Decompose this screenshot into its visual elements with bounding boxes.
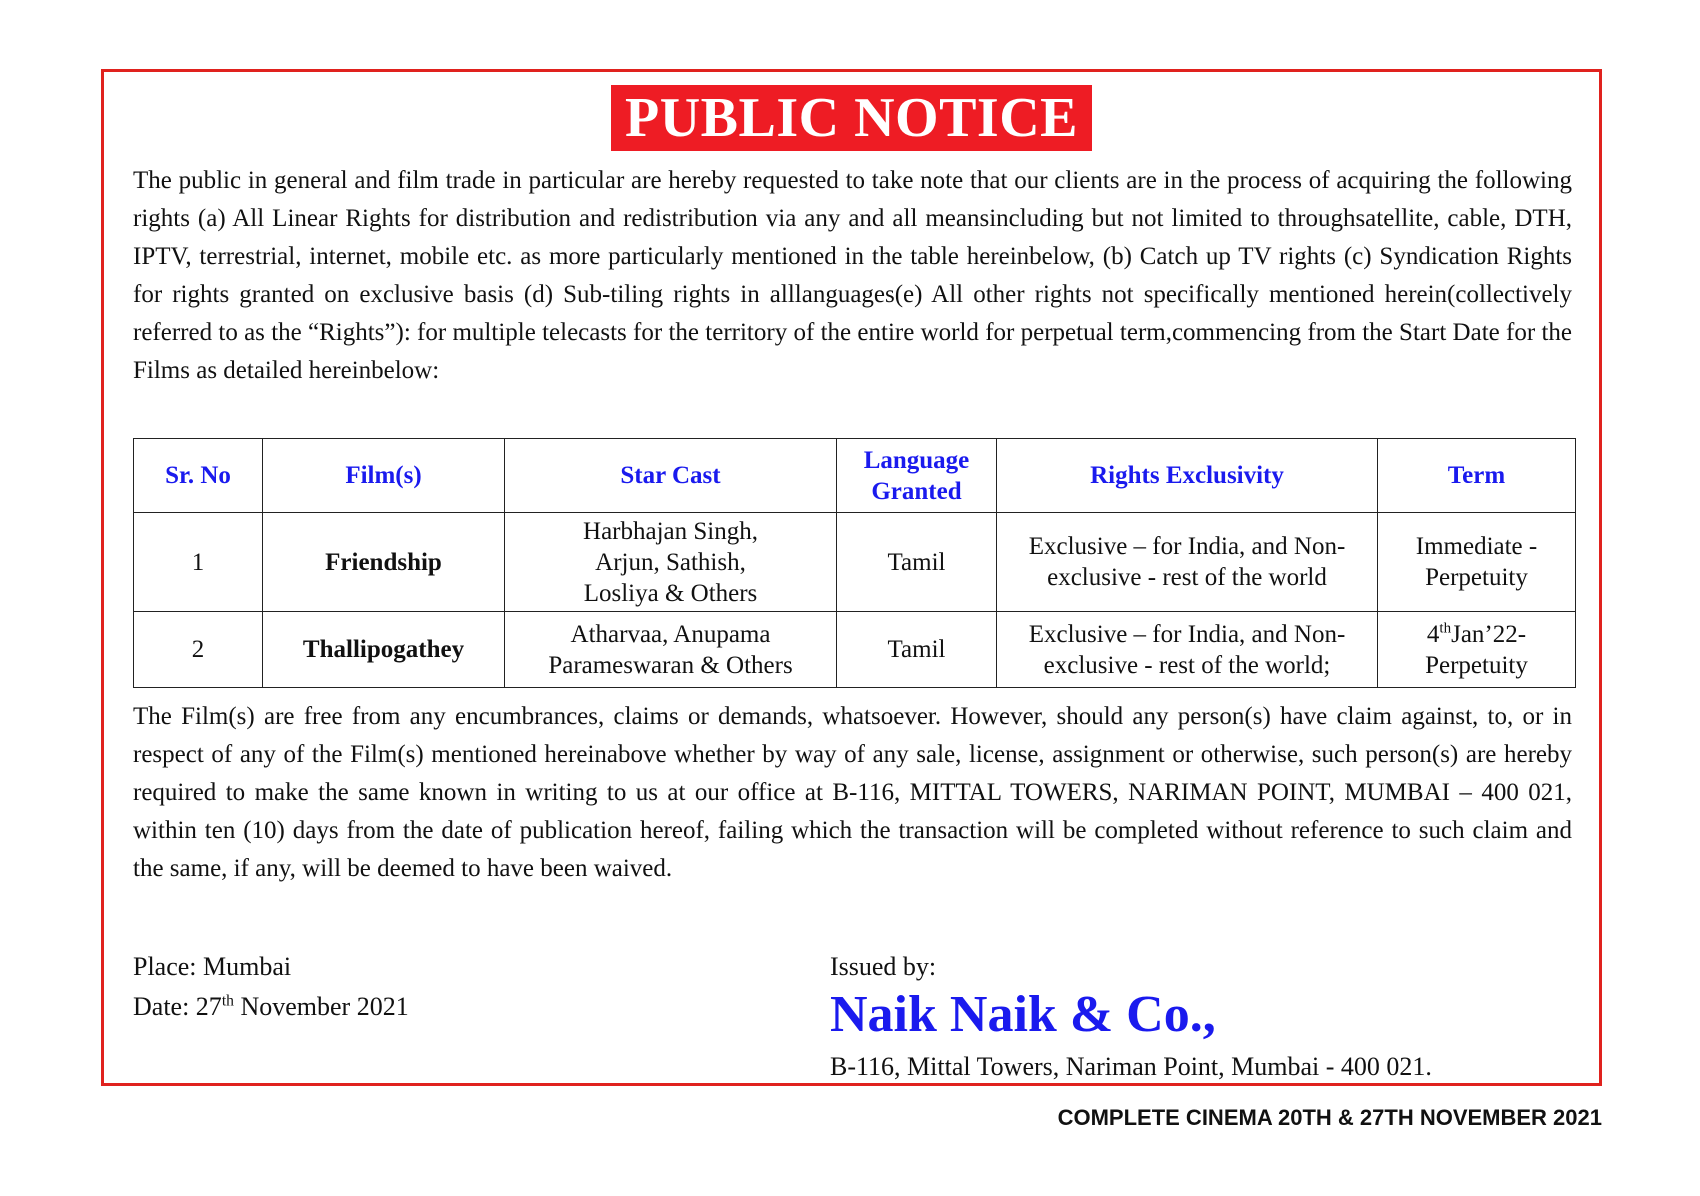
term-line: Immediate - [1415,533,1538,560]
date-line [133,987,409,1027]
header-star-cast: Star Cast [505,439,837,513]
place-date-block [133,947,409,1027]
cast-line: Arjun, Sathish, [595,548,746,576]
exclusivity-line: exclusive - rest of the world [1047,564,1327,591]
public-notice-box [101,69,1602,1086]
header-term: Term [1378,439,1576,513]
publication-footer: COMPLETE CINEMA 20TH & 27TH NOVEMBER 2021 [1057,1105,1602,1130]
term-month: Jan’22- [1451,620,1527,648]
term-line [1384,619,1569,650]
term-day: 4 [1426,620,1440,648]
cell-term [1378,612,1576,688]
date-rest: November 2021 [233,992,409,1021]
table-row [134,612,1576,688]
cell-exclusivity [997,612,1378,688]
issued-by-label: Issued by: [830,952,937,981]
cell-term [1378,513,1576,612]
term-line: Perpetuity [1425,651,1528,679]
title-wrap [104,85,1599,151]
exclusivity-line: Exclusive – for India, and Non- [1028,533,1346,560]
cell-cast [505,513,837,612]
exclusivity-line: exclusive - rest of the world; [1043,651,1331,679]
firm-address: B-116, Mittal Towers, Nariman Point, Mumbai - 400 021. [830,1052,1432,1081]
term-line: Perpetuity [1425,564,1528,591]
date-ordinal: th [221,992,234,1010]
cast-line: Losliya & Others [583,579,758,607]
header-films: Film(s) [263,439,505,513]
term-ordinal: th [1439,620,1452,637]
cell-film: Thallipogathey [263,612,505,688]
cell-sr: 1 [134,513,263,612]
place-line: Place: Mumbai [133,952,292,981]
exclusivity-line: Exclusive – for India, and Non- [1028,620,1346,648]
cast-line: Harbhajan Singh, [583,517,758,545]
firm-name: Naik Naik & Co., [830,986,1216,1043]
rights-table [133,438,1576,688]
cell-film: Friendship [263,513,505,612]
cell-sr: 2 [134,612,263,688]
notice-title: PUBLIC NOTICE [611,85,1092,151]
table-header-row [134,439,1576,513]
cell-language: Tamil [837,612,997,688]
cast-line: Parameswaran & Others [548,651,793,679]
cell-cast [505,612,837,688]
cell-exclusivity [997,513,1378,612]
cast-line: Atharvaa, Anupama [570,620,771,648]
header-language: Language Granted [837,439,997,513]
intro-paragraph: The public in general and film trade in particular are hereby requested to take note that our clients are in the process of acquiring the following rights (a) All Linear Rights for distribution and redistribution via any and all meansincluding but not limited to throughsatellite, cable, DTH, IPTV, terrestrial, internet, mobile etc. as more particularly mentioned in the table hereinbelow, (b) Catch up TV rights (c) Syndication Rights for rights granted on exclusive basis (d) Sub-tiling rights in alllanguages(e) All other rights not specifically mentioned herein(collectively referred to as the “Rights”): for multiple telecasts for the territory of the entire world for perpetual term,commencing from the Start Date for the Films as detailed hereinbelow: [133,167,1572,384]
date-prefix: Date: 27 [133,992,222,1021]
header-sr-no: Sr. No [134,439,263,513]
header-rights-exclusivity: Rights Exclusivity [997,439,1378,513]
table-row [134,513,1576,612]
cell-language: Tamil [837,513,997,612]
claims-paragraph: The Film(s) are free from any encumbrances, claims or demands, whatsoever. However, should any person(s) have claim against, to, or in respect of any of the Film(s) mentioned hereinabove whether by way of any sale, license, assignment or otherwise, such person(s) are hereby required to make the same known in writing to us at our office at B-116, MITTAL TOWERS, NARIMAN POINT, MUMBAI – 400 021, within ten (10) days from the date of publication hereof, failing which the transaction will be completed without reference to such claim and the same, if any, will be deemed to have been waived. [133,703,1572,882]
